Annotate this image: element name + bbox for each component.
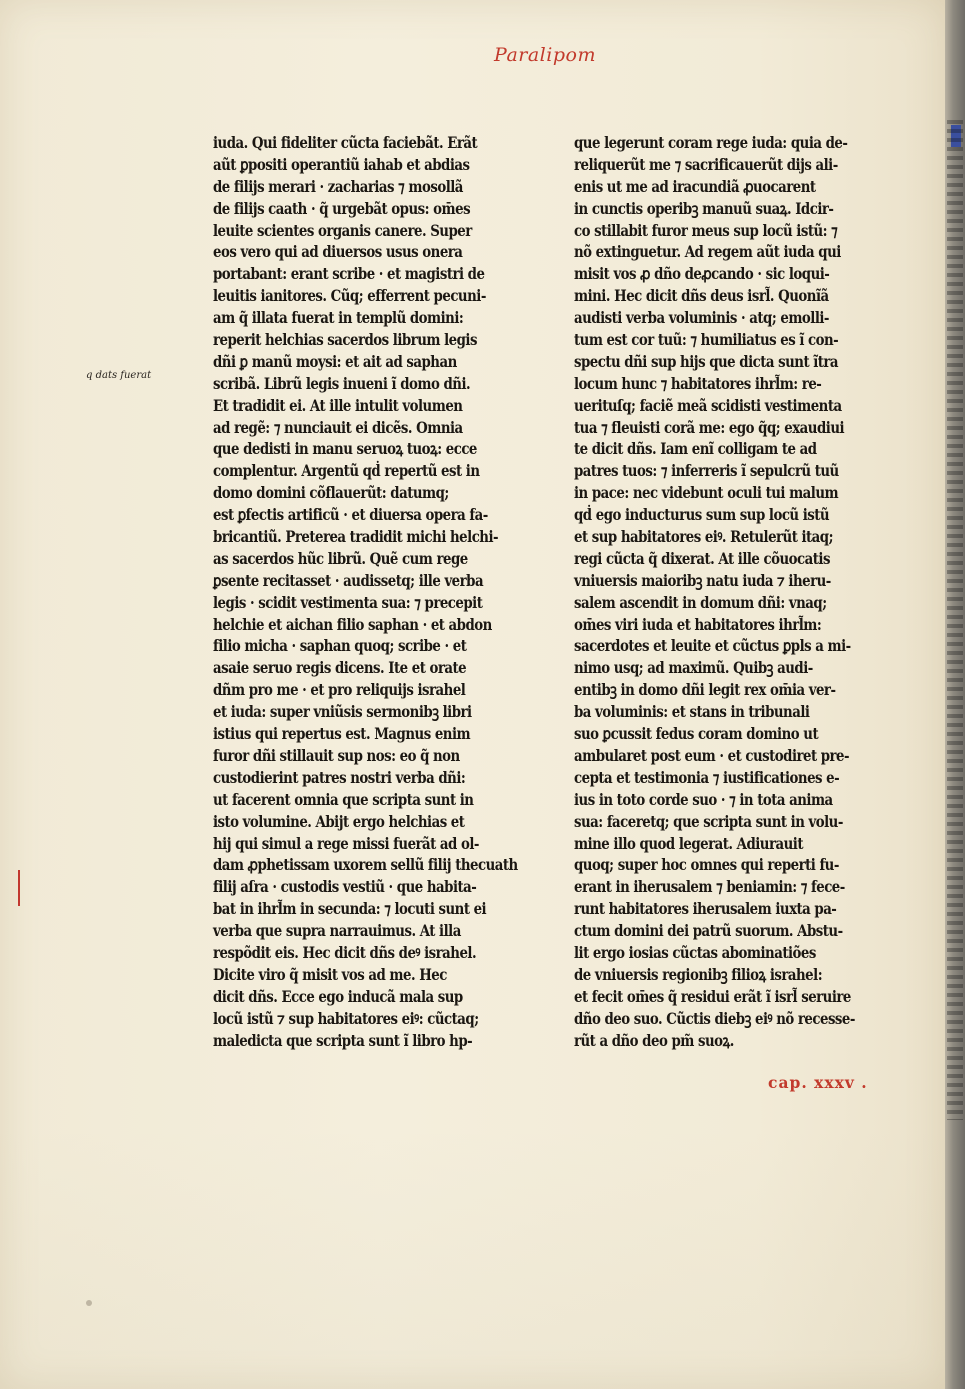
facing-page-text-fragment: [947, 120, 963, 1120]
text-line: am q̃ illata fuerat in templũ domini:: [213, 308, 464, 328]
text-line: enis ut me ad iracundiã ꝓuocarent: [574, 176, 816, 196]
text-line: furor dñi stillauit sup nos: eo q̃ non: [213, 745, 460, 765]
facing-page-edge: [945, 0, 965, 1389]
text-line: uerituſq; faciẽ meã scidisti vestimenta: [574, 395, 842, 415]
text-line: te dicit dñs. Iam enĩ colligam te ad: [574, 439, 817, 459]
text-line: et sup habitatores eiꝰ. Retulerũt itaq;: [574, 527, 834, 547]
text-line: filij aſra · custodis vestiũ · que habita-: [213, 877, 477, 897]
text-line: de filijs caath · q̃ urgebãt opus: om̄es: [213, 198, 471, 218]
text-line: dam ꝓphetissam uxorem sellũ filij thecuath: [213, 855, 518, 875]
text-line: qḋ ego inducturus sum sup locũ istũ: [574, 505, 830, 525]
text-line: isto volumine. Abijt ergo helchias et: [213, 811, 465, 831]
text-line: ꝑsente recitasset · audissetq; ille verba: [213, 570, 484, 590]
text-line: leuite scientes organis canere. Super: [213, 220, 472, 240]
text-line: de filijs merari · zacharias ⁊ mosollã: [213, 176, 463, 196]
text-line: custodierint patres nostri verba dñi:: [213, 767, 466, 787]
text-line: de vniuersis regionibꝫ filioꝝ israhel:: [574, 964, 823, 984]
text-line: misit vos ꝓ dño deꝓcando · sic loqui-: [574, 264, 830, 284]
text-line: nimo usq; ad maximũ. Quibꝫ audi-: [574, 658, 813, 678]
text-line: runt habitatores iherusalem iuxta pa-: [574, 899, 837, 919]
text-line: filio micha · saphan quoq; scribe · et: [213, 636, 467, 656]
text-line: ut facerent omnia que scripta sunt in: [213, 789, 474, 809]
running-head: Paralipom: [494, 44, 596, 66]
text-line: mine illo quod legerat. Adiurauit: [574, 833, 803, 853]
chapter-heading: cap. xxxv .: [768, 1073, 868, 1092]
text-line: et iuda: super vniũsis sermonibꝫ libri: [213, 702, 472, 722]
text-line: Et tradidit ei. At ille intulit volumen: [213, 395, 463, 415]
text-line: hij qui simul a rege missi fuerãt ad ol-: [213, 833, 479, 853]
text-line: ambularet post eum · et custodiret pre-: [574, 745, 850, 765]
text-line: ba voluminis: et stans in tribunali: [574, 702, 810, 722]
text-line: reperit helchias sacerdos librum legis: [213, 330, 477, 350]
text-line: erant in iherusalem ⁊ beniamin: ⁊ fece-: [574, 877, 845, 897]
text-line: respõdit eis. Hec dicit dñs deꝰ israhel.: [213, 942, 477, 962]
text-line: co stillabit furor meus sup locũ istũ: ⁊: [574, 220, 838, 240]
text-line: mini. Hec dicit dñs deus isrl̃. Quonĩã: [574, 286, 829, 306]
text-line: dñm pro me · et pro reliquijs israhel: [213, 680, 466, 700]
text-line: que legerunt coram rege iuda: quia de-: [574, 133, 848, 152]
text-line: eos vero qui ad diuersos usus onera: [213, 242, 463, 262]
text-line: rũt a dño deo pm̃ suoꝝ.: [574, 1030, 734, 1050]
text-line: Dicite viro q̃ misit vos ad me. Hec: [213, 964, 447, 984]
text-line: dño deo suo. Cũctis diebꝫ eiꝰ nõ recesse-: [574, 1008, 855, 1028]
text-line: in pace: nec videbunt oculi tui malum: [574, 483, 839, 503]
text-line: sua: faceretq; que scripta sunt in volu-: [574, 811, 843, 831]
text-line: helchie et aichan filio saphan · et abdon: [213, 614, 492, 634]
marginal-note: q dats fuerat: [86, 370, 152, 381]
text-line: regi cũcta q̃ dixerat. At ille cõuocatis: [574, 548, 830, 568]
text-line: istius qui repertus est. Magnus enim: [213, 724, 471, 744]
text-line: asaie seruo regis dicens. Ite et orate: [213, 658, 467, 678]
text-line: aũt ꝑpositi operantiũ iahab et abdias: [213, 154, 470, 174]
text-line: tum est cor tuũ: ⁊ humiliatus es ĩ con-: [574, 330, 839, 350]
text-line: scribã. Librũ legis inueni ĩ domo dñi.: [213, 373, 471, 393]
text-line: que dedisti in manu seruoꝝ tuoꝝ: ecce: [213, 439, 477, 459]
text-line: verba que supra narrauimus. At illa: [213, 921, 461, 941]
text-line: ctum domini dei patrũ suorum. Abstu-: [574, 921, 843, 941]
text-line: domo domini cõflauerũt: datumq;: [213, 483, 449, 503]
text-line: suo ꝑcussit fedus coram domino ut: [574, 724, 819, 744]
page-blemish: [86, 1300, 92, 1306]
text-line: salem ascendit in domum dñi: vnaq;: [574, 592, 827, 612]
text-line: et fecit om̄es q̃ residui erãt ĩ isrl̃ seruire: [574, 986, 851, 1006]
text-line: ad regẽ: ⁊ nunciauit ei dicẽs. Omnia: [213, 417, 463, 437]
text-line: vniuersis maioribꝫ natu iuda ⁊ iheru-: [574, 570, 831, 590]
text-line: dñi ꝑ manũ moysi: et ait ad saphan: [213, 351, 457, 371]
text-line: ius in toto corde suo · ⁊ in tota anima: [574, 789, 833, 809]
text-line: as sacerdos hũc librũ. Quẽ cum rege: [213, 548, 468, 568]
text-line: leuitis ianitores. Cũq; efferrent pecuni-: [213, 286, 486, 306]
red-margin-mark: [18, 870, 20, 906]
text-line: tua ⁊ fleuisti corã me: ego q̃q; exaudiui: [574, 417, 845, 437]
text-line: complentur. Argentũ qḋ repertũ est in: [213, 461, 480, 481]
text-line: lit ergo iosias cũctas abominatiões: [574, 942, 816, 962]
text-line: cepta et testimonia ⁊ iustificationes e-: [574, 767, 840, 787]
text-line: reliquerũt me ⁊ sacrificauerũt dijs ali-: [574, 154, 838, 174]
text-line: nõ extinguetur. Ad regem aũt iuda qui: [574, 242, 841, 262]
text-line: quoq; super hoc omnes qui reperti fu-: [574, 855, 839, 875]
text-line: bat in ihrl̃m in secunda: ⁊ locuti sunt ei: [213, 899, 487, 919]
text-line: locũ istũ ⁊ sup habitatores eiꝰ: cũctaq;: [213, 1008, 479, 1028]
left-text-column: [213, 132, 518, 1051]
text-line: spectu dñi sup hijs que dicta sunt ĩtra: [574, 351, 839, 371]
text-line: portabant: erant scribe · et magistri de: [213, 264, 485, 284]
text-line: bricantiũ. Preterea tradidit michi helchi-: [213, 527, 499, 547]
text-line: sacerdotes et leuite et cũctus ꝑpls a mi-: [574, 636, 851, 656]
text-line: est ꝑfectis artificũ · et diuersa opera fa-: [213, 505, 488, 525]
text-line: om̄es viri iuda et habitatores ihrl̃m:: [574, 614, 822, 634]
text-line: locum hunc ⁊ habitatores ihrl̃m: re-: [574, 373, 822, 393]
text-line: patres tuos: ⁊ inferreris ĩ sepulcrũ tuũ: [574, 461, 839, 481]
text-line: maledicta que scripta sunt ĩ libro hp-: [213, 1030, 473, 1050]
text-line: dicit dñs. Ecce ego inducã mala sup: [213, 986, 463, 1006]
text-line: audisti verba voluminis · atq; emolli-: [574, 308, 829, 328]
text-line: in cunctis operibꝫ manuũ suaꝝ. Idcir-: [574, 198, 834, 218]
text-line: iuda. Qui fideliter cũcta faciebãt. Erãt: [213, 133, 478, 152]
text-line: legis · scidit vestimenta sua: ⁊ precepit: [213, 592, 483, 612]
text-line: entibꝫ in domo dñi legit rex om̄ia ver-: [574, 680, 836, 700]
right-text-column: [574, 132, 872, 1051]
